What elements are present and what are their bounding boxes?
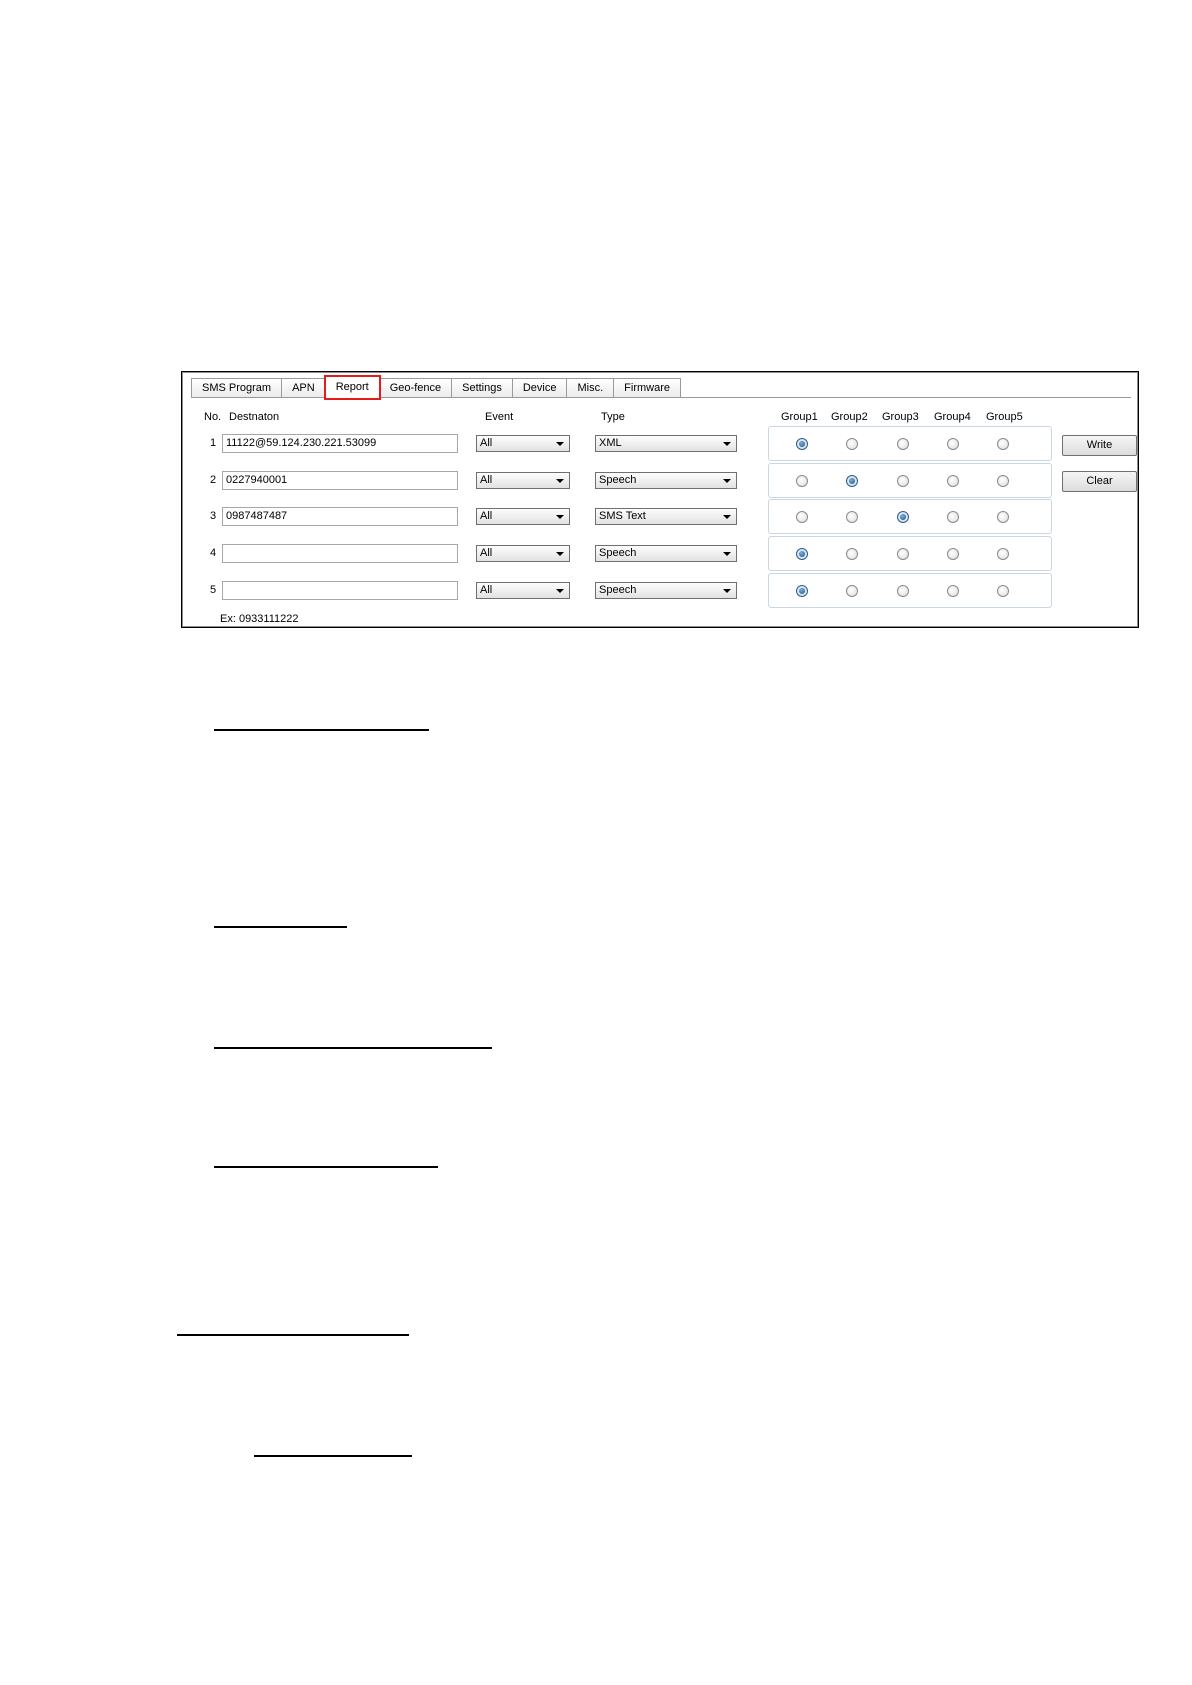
tab-apn[interactable]: APN (281, 378, 326, 397)
underline-6 (254, 1455, 412, 1457)
group2-radio[interactable] (846, 585, 858, 597)
type-select-value: SMS Text (599, 510, 646, 522)
group1-radio[interactable] (796, 475, 808, 487)
dropdown-arrow-icon (723, 442, 731, 446)
tab-device[interactable]: Device (512, 378, 568, 397)
panel-frame (182, 372, 1138, 627)
dropdown-arrow-icon (556, 552, 564, 556)
row-number: 2 (209, 474, 217, 486)
tab-geo-fence[interactable]: Geo-fence (379, 378, 452, 397)
row-number: 1 (209, 437, 217, 449)
group-radio-box-2 (768, 463, 1052, 498)
destination-input-3[interactable]: 0987487487 (222, 507, 458, 526)
tab-firmware[interactable]: Firmware (613, 378, 681, 397)
group1-radio[interactable] (796, 548, 808, 560)
write-button[interactable]: Write (1062, 435, 1137, 456)
underline-5 (177, 1334, 409, 1336)
group3-radio[interactable] (897, 475, 909, 487)
destination-input-4[interactable] (222, 544, 458, 563)
group2-radio[interactable] (846, 475, 858, 487)
header-group2: Group2 (831, 411, 868, 423)
header-no: No. (204, 411, 222, 423)
group4-radio[interactable] (947, 475, 959, 487)
row-number: 4 (209, 547, 217, 559)
event-select-1[interactable] (476, 435, 570, 452)
event-select-value: All (480, 510, 493, 522)
header-event: Event (485, 411, 514, 423)
dropdown-arrow-icon (556, 479, 564, 483)
clear-button[interactable]: Clear (1062, 471, 1137, 492)
header-group3: Group3 (882, 411, 919, 423)
group2-radio[interactable] (846, 548, 858, 560)
report-settings-panel (181, 371, 1139, 628)
dropdown-arrow-icon (556, 589, 564, 593)
event-select-value: All (480, 474, 493, 486)
header-group4: Group4 (934, 411, 971, 423)
destination-input-2[interactable]: 0227940001 (222, 471, 458, 490)
group5-radio[interactable] (997, 511, 1009, 523)
group1-radio[interactable] (796, 438, 808, 450)
tab-strip (191, 376, 680, 398)
group5-radio[interactable] (997, 438, 1009, 450)
tab-report[interactable]: Report (325, 376, 380, 399)
type-select-4[interactable] (595, 545, 737, 562)
dropdown-arrow-icon (723, 479, 731, 483)
dropdown-arrow-icon (556, 442, 564, 446)
dropdown-arrow-icon (723, 552, 731, 556)
group2-radio[interactable] (846, 511, 858, 523)
header-destination: Destnaton (229, 411, 280, 423)
row-number: 3 (209, 510, 217, 522)
row-number: 5 (209, 584, 217, 596)
header-group5: Group5 (986, 411, 1023, 423)
group-radio-box-5 (768, 573, 1052, 608)
tab-settings[interactable]: Settings (451, 378, 513, 397)
type-select-value: Speech (599, 474, 637, 486)
event-select-4[interactable] (476, 545, 570, 562)
group3-radio[interactable] (897, 511, 909, 523)
type-select-5[interactable] (595, 582, 737, 599)
destination-input-5[interactable] (222, 581, 458, 600)
type-select-1[interactable] (595, 435, 737, 452)
group4-radio[interactable] (947, 548, 959, 560)
dropdown-arrow-icon (723, 515, 731, 519)
event-select-2[interactable] (476, 472, 570, 489)
group4-radio[interactable] (947, 511, 959, 523)
type-select-value: Speech (599, 584, 637, 596)
group1-radio[interactable] (796, 585, 808, 597)
event-select-value: All (480, 437, 493, 449)
type-select-value: Speech (599, 547, 637, 559)
group3-radio[interactable] (897, 438, 909, 450)
header-group1: Group1 (781, 411, 818, 423)
type-select-3[interactable] (595, 508, 737, 525)
destination-input-1[interactable]: 11122@59.124.230.221.53099 (222, 434, 458, 453)
event-select-value: All (480, 547, 493, 559)
group4-radio[interactable] (947, 438, 959, 450)
group-radio-box-4 (768, 536, 1052, 571)
group5-radio[interactable] (997, 548, 1009, 560)
underline-1 (214, 729, 429, 731)
type-select-value: XML (599, 437, 622, 449)
dropdown-arrow-icon (556, 515, 564, 519)
event-select-5[interactable] (476, 582, 570, 599)
group2-radio[interactable] (846, 438, 858, 450)
group3-radio[interactable] (897, 548, 909, 560)
group4-radio[interactable] (947, 585, 959, 597)
dropdown-arrow-icon (723, 589, 731, 593)
event-select-value: All (480, 584, 493, 596)
group-radio-box-1 (768, 426, 1052, 461)
type-select-2[interactable] (595, 472, 737, 489)
group5-radio[interactable] (997, 475, 1009, 487)
group1-radio[interactable] (796, 511, 808, 523)
tab-sms-program[interactable]: SMS Program (191, 378, 282, 397)
tab-misc[interactable]: Misc. (566, 378, 614, 397)
underline-4 (214, 1166, 438, 1168)
destination-example: Ex: 0933111222 (220, 613, 299, 625)
underline-2 (214, 926, 347, 928)
underline-3 (214, 1047, 492, 1049)
event-select-3[interactable] (476, 508, 570, 525)
group-radio-box-3 (768, 499, 1052, 534)
group3-radio[interactable] (897, 585, 909, 597)
header-type: Type (601, 411, 625, 423)
group5-radio[interactable] (997, 585, 1009, 597)
